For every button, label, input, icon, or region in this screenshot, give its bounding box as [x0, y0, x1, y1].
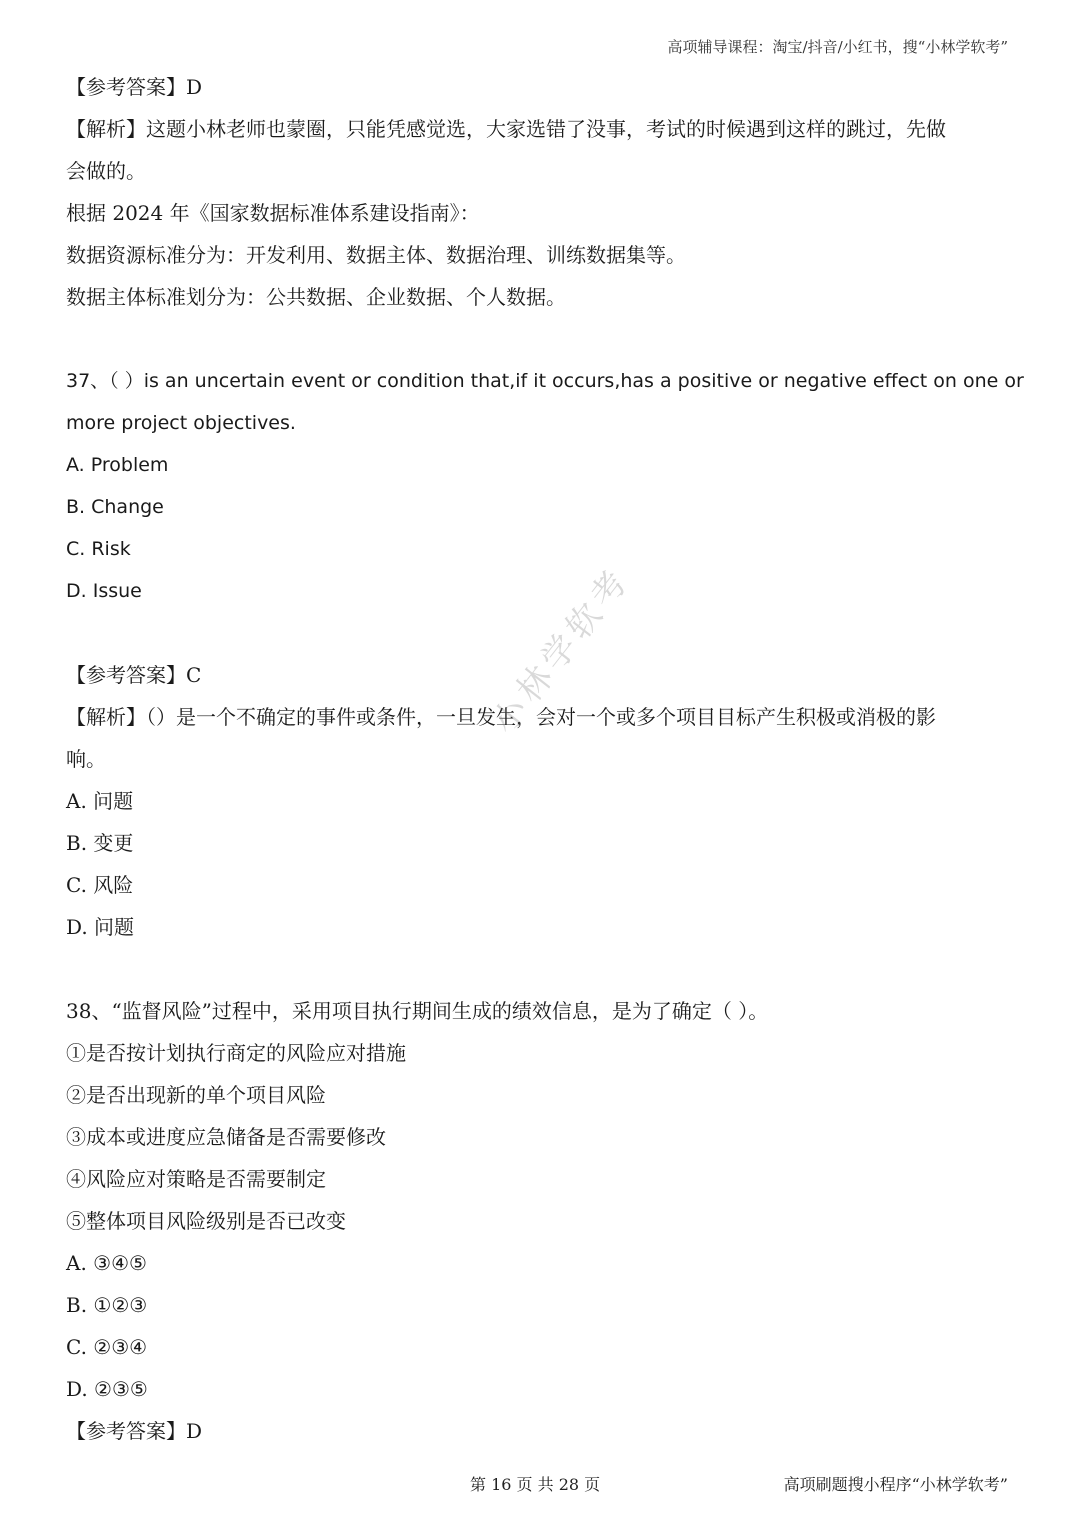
- q37-translation-b: B. 变更: [66, 831, 134, 855]
- q37-option-d: D. Issue: [66, 580, 142, 602]
- prev-subject-standards: 数据主体标准划分为：公共数据、企业数据、个人数据。: [66, 285, 566, 309]
- footer-page-number: 第 16 页 共 28 页: [470, 1475, 601, 1494]
- q38-option-d: D. ②③⑤: [66, 1377, 148, 1401]
- q37-answer: 【参考答案】C: [66, 663, 202, 687]
- q37-analysis-line-1: 【解析】（）是一个不确定的事件或条件，一旦发生，会对一个或多个项目目标产生积极或消极的影: [66, 705, 936, 729]
- q38-item-5: ⑤整体项目风险级别是否已改变: [66, 1209, 346, 1233]
- q37-analysis-line-2: 响。: [66, 747, 106, 771]
- q37-option-b: B. Change: [66, 496, 164, 518]
- prev-analysis-line-1: 【解析】这题小林老师也蒙圈，只能凭感觉选，大家选错了没事，考试的时候遇到这样的跳过，先做: [66, 117, 946, 141]
- q38-option-a: A. ③④⑤: [66, 1251, 147, 1275]
- q37-option-c: C. Risk: [66, 538, 131, 560]
- q38-item-3: ③成本或进度应急储备是否需要修改: [66, 1125, 386, 1149]
- header-note: 高项辅导课程：淘宝/抖音/小红书，搜“小林学软考”: [667, 38, 1008, 56]
- q38-item-4: ④风险应对策略是否需要制定: [66, 1167, 326, 1191]
- q38-item-1: ①是否按计划执行商定的风险应对措施: [66, 1041, 406, 1065]
- prev-resource-standards: 数据资源标准分为：开发利用、数据主体、数据治理、训练数据集等。: [66, 243, 686, 267]
- q37-translation-a: A. 问题: [66, 789, 134, 813]
- q37-translation-c: C. 风险: [66, 873, 134, 897]
- q38-stem: 38、“监督风险”过程中，采用项目执行期间生成的绩效信息，是为了确定（ ）。: [66, 999, 769, 1023]
- q37-translation-d: D. 问题: [66, 915, 135, 939]
- footer-note: 高项刷题搜小程序“小林学软考”: [783, 1475, 1008, 1494]
- prev-answer: 【参考答案】D: [66, 75, 203, 99]
- watermark: 小林学软考: [484, 559, 639, 742]
- q38-option-c: C. ②③④: [66, 1335, 148, 1359]
- q38-item-2: ②是否出现新的单个项目风险: [66, 1083, 326, 1107]
- q38-answer: 【参考答案】D: [66, 1419, 203, 1443]
- prev-analysis-line-2: 会做的。: [66, 159, 146, 183]
- document-body: [66, 66, 1026, 1452]
- q38-option-b: B. ①②③: [66, 1293, 148, 1317]
- q37-option-a: A. Problem: [66, 454, 169, 476]
- prev-reference-line: 根据 2024 年《国家数据标准体系建设指南》：: [66, 201, 480, 225]
- q37-stem: 37、（ ）is an uncertain event or condition that,if it occurs,has a positive or negative effect on one or more project objectives.: [66, 370, 1024, 434]
